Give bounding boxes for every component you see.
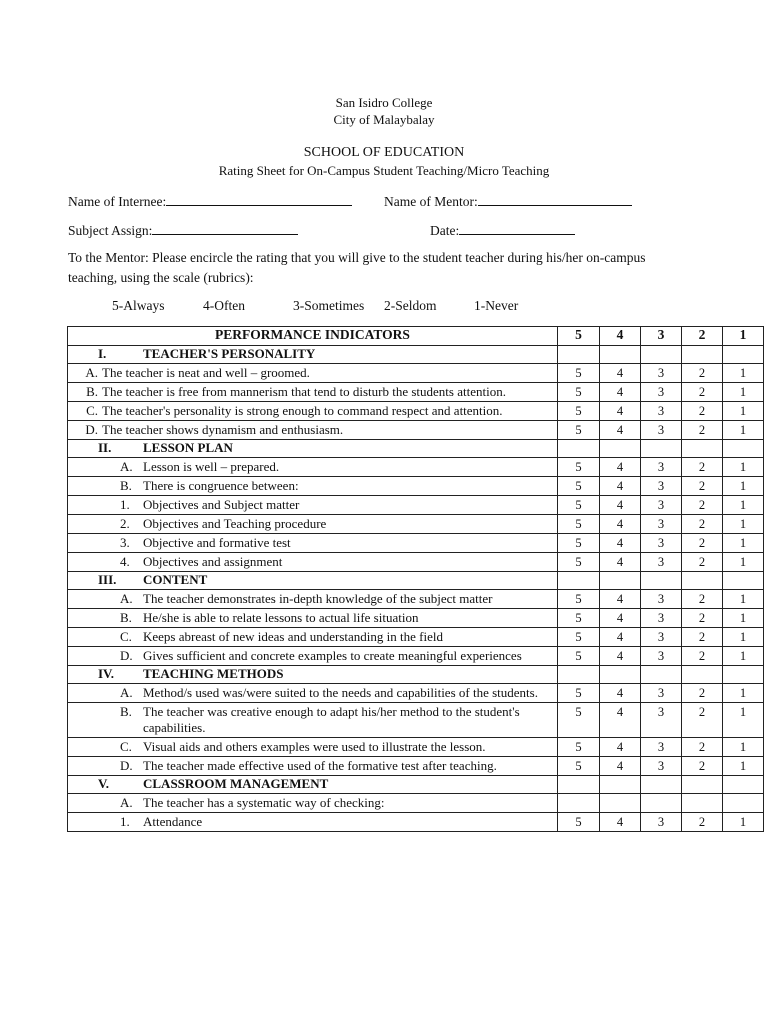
item-label: A. [85,365,98,380]
rating-option-5[interactable]: 5 [558,609,600,628]
rating-option-5[interactable]: 5 [558,738,600,757]
rating-option-3[interactable]: 3 [641,421,682,440]
rating-option-3[interactable]: 3 [641,515,682,534]
item-label: A. [120,459,133,474]
rating-option-5[interactable]: 5 [558,515,600,534]
table-row [68,515,764,534]
table-row [68,383,764,402]
empty-rating-cell [600,794,641,813]
item-label: D. [120,758,133,773]
rating-option-2[interactable]: 2 [682,421,723,440]
rating-option-3[interactable]: 3 [641,383,682,402]
rating-option-1[interactable]: 1 [723,421,764,440]
rating-option-3[interactable]: 3 [641,813,682,832]
indicator-cell [68,684,558,703]
item-label: D. [120,648,133,663]
item-label: B. [86,384,98,399]
indicator-item [68,459,557,475]
rating-option-4[interactable]: 4 [600,364,641,383]
rating-option-5[interactable]: 5 [558,477,600,496]
rating-option-3[interactable]: 3 [641,609,682,628]
indicator-cell [68,534,558,553]
indicator-cell [68,477,558,496]
table-row [68,477,764,496]
rating-option-3[interactable]: 3 [641,553,682,572]
section-number: II. [98,440,112,455]
section-title: CLASSROOM MANAGEMENT [143,776,329,791]
empty-rating-cell [558,794,600,813]
rating-option-2[interactable]: 2 [682,534,723,553]
indicator-cell [68,458,558,477]
school-name: SCHOOL OF EDUCATION [303,145,465,160]
empty-rating-cell [682,666,723,684]
item-text: The teacher is neat and well – groomed. [102,365,310,380]
table-row [68,496,764,515]
rating-scale [0,298,768,316]
rating-option-2[interactable]: 2 [682,496,723,515]
rating-option-1[interactable]: 1 [723,628,764,647]
table-row [68,364,764,383]
item-text: The teacher has a systematic way of checking: [143,795,385,810]
empty-rating-cell [723,794,764,813]
empty-rating-cell [682,346,723,364]
indicator-cell [68,738,558,757]
date-blank[interactable] [459,220,575,235]
section-row [68,346,764,364]
indicator-item [68,535,557,551]
rating-option-4[interactable]: 4 [600,534,641,553]
table-row [68,738,764,757]
section-title: TEACHING METHODS [143,666,284,681]
rating-option-5[interactable]: 5 [558,553,600,572]
item-text: The teacher demonstrates in-depth knowledge of the subject matter [143,591,493,606]
rating-option-4[interactable]: 4 [600,553,641,572]
empty-rating-cell [723,572,764,590]
rating-option-4[interactable]: 4 [600,383,641,402]
item-text: Visual aids and others examples were used to illustrate the lesson. [143,739,486,754]
item-label: B. [120,610,132,625]
item-label: C. [120,739,132,754]
rating-option-2[interactable]: 2 [682,738,723,757]
rating-option-1[interactable]: 1 [723,647,764,666]
empty-rating-cell [723,666,764,684]
section-title: CONTENT [143,572,208,587]
section-row [68,572,764,590]
rating-option-3[interactable]: 3 [641,647,682,666]
empty-rating-cell [600,572,641,590]
rating-option-2[interactable]: 2 [682,609,723,628]
rating-option-4[interactable]: 4 [600,458,641,477]
rating-option-1[interactable]: 1 [723,364,764,383]
col-header-5: 5 [558,327,600,346]
indicator-item [68,516,557,532]
item-text: Keeps abreast of new ideas and understanding in the field [143,629,443,644]
rating-option-3[interactable]: 3 [641,703,682,738]
rating-option-5[interactable]: 5 [558,813,600,832]
section-number: III. [98,572,117,587]
rating-option-1[interactable]: 1 [723,609,764,628]
internee-label: Name of Internee: [68,194,167,209]
section-heading [68,776,558,794]
section-heading [68,572,558,590]
rating-option-1[interactable]: 1 [723,477,764,496]
section-heading [68,346,558,364]
rating-option-4[interactable]: 4 [600,402,641,421]
indicator-item [68,478,557,494]
rating-option-2[interactable]: 2 [682,703,723,738]
internee-field[interactable] [68,191,352,210]
scale-2: 2-Seldom [384,298,437,313]
table-row [68,421,764,440]
rating-option-3[interactable]: 3 [641,534,682,553]
table-row [68,628,764,647]
sheet-title: Rating Sheet for On-Campus Student Teaching/Micro Teaching [218,163,550,178]
rating-option-5[interactable]: 5 [558,383,600,402]
col-header-3: 3 [641,327,682,346]
item-label: A. [120,795,133,810]
rating-option-1[interactable]: 1 [723,813,764,832]
col-header-1: 1 [723,327,764,346]
indicator-item [68,554,557,570]
rating-option-4[interactable]: 4 [600,813,641,832]
indicator-item [68,814,557,830]
rating-option-2[interactable]: 2 [682,757,723,776]
rating-option-2[interactable]: 2 [682,402,723,421]
rating-option-1[interactable]: 1 [723,402,764,421]
empty-rating-cell [558,346,600,364]
table-row [68,534,764,553]
rating-option-1[interactable]: 1 [723,458,764,477]
empty-rating-cell [682,572,723,590]
rating-option-3[interactable]: 3 [641,496,682,515]
subject-label: Subject Assign: [68,223,153,238]
mentor-label: Name of Mentor: [384,194,478,209]
indicator-cell [68,383,558,402]
indicator-item [68,685,557,701]
rating-option-2[interactable]: 2 [682,458,723,477]
rating-option-1[interactable]: 1 [723,590,764,609]
table-header-row [68,327,764,346]
rating-option-3[interactable]: 3 [641,402,682,421]
empty-rating-cell [600,440,641,458]
empty-rating-cell [558,666,600,684]
rating-option-2[interactable]: 2 [682,684,723,703]
rating-option-2[interactable]: 2 [682,515,723,534]
table-row [68,684,764,703]
indicator-item [68,384,557,400]
scale-5: 5-Always [112,298,165,313]
city-name: City of Malaybalay [333,112,435,127]
item-label: A. [120,591,133,606]
rating-option-3[interactable]: 3 [641,590,682,609]
item-text: The teacher's personality is strong enough to command respect and attention. [102,403,503,418]
rating-option-2[interactable]: 2 [682,553,723,572]
item-text: Objectives and assignment [143,554,283,569]
item-label: 3. [120,535,130,550]
item-text: The teacher is free from mannerism that tend to disturb the students attention. [102,384,506,399]
section-number: I. [98,346,107,361]
item-label: 4. [120,554,130,569]
rating-option-3[interactable]: 3 [641,738,682,757]
scale-1: 1-Never [474,298,519,313]
item-label: 1. [120,497,130,512]
indicator-cell [68,794,558,813]
item-label: C. [86,403,98,418]
rating-option-5[interactable]: 5 [558,628,600,647]
subject-blank[interactable] [152,220,298,235]
rating-option-4[interactable]: 4 [600,757,641,776]
rating-option-5[interactable]: 5 [558,364,600,383]
rating-option-1[interactable]: 1 [723,515,764,534]
table-row [68,553,764,572]
item-text: There is congruence between: [143,478,299,493]
rating-option-4[interactable]: 4 [600,703,641,738]
indicator-item [68,497,557,513]
rating-option-5[interactable]: 5 [558,703,600,738]
indicator-item [68,403,557,419]
empty-rating-cell [641,794,682,813]
section-heading [68,440,558,458]
rating-option-5[interactable]: 5 [558,458,600,477]
rating-option-4[interactable]: 4 [600,590,641,609]
table-row [68,757,764,776]
rating-option-1[interactable]: 1 [723,534,764,553]
rating-option-2[interactable]: 2 [682,590,723,609]
rating-option-1[interactable]: 1 [723,553,764,572]
section-row [68,666,764,684]
rating-option-5[interactable]: 5 [558,402,600,421]
item-text: Lesson is well – prepared. [143,459,280,474]
table-row [68,402,764,421]
date-label: Date: [430,223,460,238]
empty-rating-cell [641,440,682,458]
rating-option-3[interactable]: 3 [641,477,682,496]
rating-option-5[interactable]: 5 [558,684,600,703]
rating-option-3[interactable]: 3 [641,458,682,477]
indicators-header: PERFORMANCE INDICATORS [68,327,558,346]
table-row [68,794,764,813]
item-label: B. [120,704,132,719]
rating-option-4[interactable]: 4 [600,477,641,496]
mentor-blank[interactable] [478,191,632,206]
rating-option-5[interactable]: 5 [558,590,600,609]
item-text: Objective and formative test [143,535,291,550]
instructions: To the Mentor: Please encircle the rating that you will give to the student teacher during his/her on-campus teaching, using the scale (rubrics): [68,250,646,285]
rating-option-1[interactable]: 1 [723,496,764,515]
table-row [68,813,764,832]
indicator-item [68,365,557,381]
item-label: B. [120,478,132,493]
rating-option-1[interactable]: 1 [723,383,764,402]
item-label: D. [85,422,98,437]
rating-option-2[interactable]: 2 [682,647,723,666]
empty-rating-cell [682,776,723,794]
indicator-item [68,610,557,626]
scale-4: 4-Often [203,298,245,313]
subject-field[interactable] [68,220,298,239]
rating-option-5[interactable]: 5 [558,757,600,776]
rating-option-2[interactable]: 2 [682,813,723,832]
rating-option-3[interactable]: 3 [641,684,682,703]
rating-option-4[interactable]: 4 [600,684,641,703]
rating-option-4[interactable]: 4 [600,421,641,440]
empty-rating-cell [641,572,682,590]
rating-option-5[interactable]: 5 [558,421,600,440]
section-title: LESSON PLAN [143,440,233,455]
rating-option-2[interactable]: 2 [682,477,723,496]
indicator-cell [68,590,558,609]
item-text: Attendance [143,814,203,829]
rating-option-5[interactable]: 5 [558,496,600,515]
empty-rating-cell [558,440,600,458]
date-field[interactable] [430,220,575,239]
section-number: IV. [98,666,115,681]
empty-rating-cell [641,666,682,684]
section-row [68,776,764,794]
indicator-cell [68,628,558,647]
rating-option-4[interactable]: 4 [600,609,641,628]
indicator-cell [68,647,558,666]
rating-option-1[interactable]: 1 [723,757,764,776]
item-text: Gives sufficient and concrete examples to create meaningful experiences [143,648,522,663]
indicator-cell [68,553,558,572]
empty-rating-cell [600,776,641,794]
indicator-cell [68,402,558,421]
item-text: Objectives and Subject matter [143,497,300,512]
rating-option-2[interactable]: 2 [682,628,723,647]
indicator-item [68,422,557,438]
rating-option-3[interactable]: 3 [641,364,682,383]
rating-option-2[interactable]: 2 [682,364,723,383]
col-header-4: 4 [600,327,641,346]
rating-option-4[interactable]: 4 [600,628,641,647]
indicator-item [68,648,557,664]
section-row [68,440,764,458]
indicator-item [68,629,557,645]
item-text: The teacher shows dynamism and enthusiasm. [102,422,344,437]
rating-option-1[interactable]: 1 [723,703,764,738]
rating-option-4[interactable]: 4 [600,496,641,515]
item-text: The teacher made effective used of the formative test after teaching. [143,758,497,773]
indicator-cell [68,421,558,440]
indicator-item [68,758,557,774]
college-name: San Isidro College [335,95,433,110]
empty-rating-cell [558,572,600,590]
item-text: Objectives and Teaching procedure [143,516,327,531]
empty-rating-cell [682,794,723,813]
rating-option-2[interactable]: 2 [682,383,723,402]
empty-rating-cell [682,440,723,458]
indicator-item [68,795,557,811]
indicator-item [68,739,557,755]
section-number: V. [98,776,109,791]
indicator-cell [68,703,558,738]
rating-option-4[interactable]: 4 [600,515,641,534]
item-text: The teacher was creative enough to adapt his/her method to the student's capabilities. [143,704,520,735]
table-row [68,609,764,628]
empty-rating-cell [723,440,764,458]
empty-rating-cell [641,776,682,794]
item-text: He/she is able to relate lessons to actual life situation [143,610,419,625]
item-label: 2. [120,516,130,531]
rating-option-1[interactable]: 1 [723,684,764,703]
item-label: C. [120,629,132,644]
indicator-cell [68,364,558,383]
section-title: TEACHER'S PERSONALITY [143,346,316,361]
indicator-cell [68,496,558,515]
empty-rating-cell [641,346,682,364]
indicator-cell [68,757,558,776]
rating-option-3[interactable]: 3 [641,757,682,776]
internee-blank[interactable] [166,191,352,206]
scale-3: 3-Sometimes [293,298,365,313]
rating-table [67,326,764,832]
item-label: 1. [120,814,130,829]
col-header-2: 2 [682,327,723,346]
rating-option-4[interactable]: 4 [600,738,641,757]
rating-option-5[interactable]: 5 [558,534,600,553]
rating-option-5[interactable]: 5 [558,647,600,666]
empty-rating-cell [600,666,641,684]
table-row [68,458,764,477]
table-row [68,590,764,609]
item-label: A. [120,685,133,700]
empty-rating-cell [723,776,764,794]
table-row [68,703,764,738]
indicator-cell [68,813,558,832]
rating-option-1[interactable]: 1 [723,738,764,757]
rating-option-3[interactable]: 3 [641,628,682,647]
empty-rating-cell [723,346,764,364]
indicator-cell [68,609,558,628]
empty-rating-cell [600,346,641,364]
rating-option-4[interactable]: 4 [600,647,641,666]
table-row [68,647,764,666]
mentor-field[interactable] [384,191,632,210]
empty-rating-cell [558,776,600,794]
section-heading [68,666,558,684]
indicator-item [68,591,557,607]
indicator-item [68,704,557,736]
indicator-cell [68,515,558,534]
item-text: Method/s used was/were suited to the needs and capabilities of the students. [143,685,538,700]
